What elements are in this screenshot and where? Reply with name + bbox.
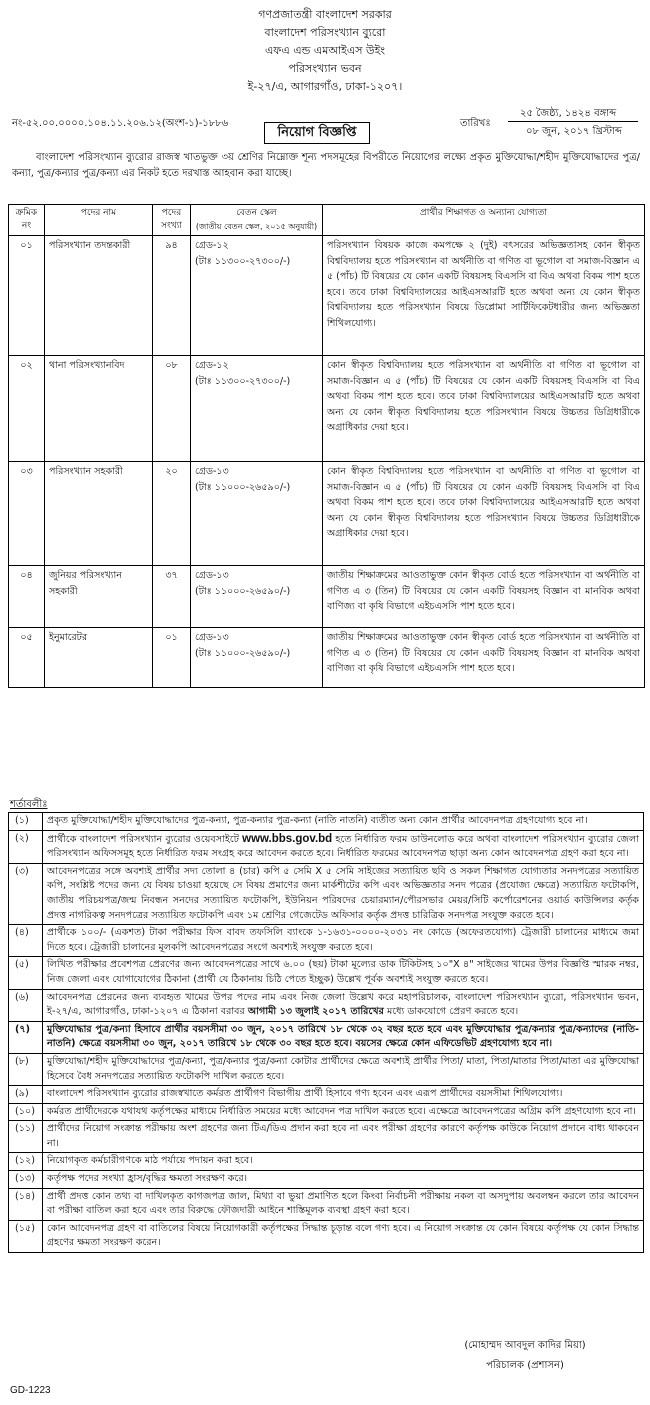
row-qualification: পরিসংখ্যান বিষয়ক কাজে কমপক্ষে ২ (দুই) বৎসরের অভিজ্ঞতাসহ কোন স্বীকৃত বিশ্ববিদ্যালয় হতে পরিসংখ্যান বা অর্থনীতি বা গণিত বা ভূগোল বা সমাজ-বিজ্ঞান এ ৫ (পাঁচ) টি বিষয়ের যে কোন একটি বিষয়সহ বিএসসি বা বিএ অথবা বিকম পাশ হতে হবে। তবে ঢাকা বিশ্ববিদ্যালয়ের আইএসআরটি হতে অথবা অন্য যে কোন স্বীকৃত বিশ্ববিদ্যালয় হতে পরিসংখ্যান বিষয়ে ডিপ্লোমা সার্টিফিকেটধারীর জন্য অভিজ্ঞতা শিথিলযোগ্য। (323, 236, 645, 356)
website-link[interactable]: www.bbs.gov.bd (242, 832, 333, 845)
condition-text-part: মধ্যে ডাকযোগে প্রেরণ করতে হবে। (386, 1006, 519, 1018)
condition-text-part: আবেদনপত্র প্রেরনের জন্য ব্যবহৃত খামের উপর পদের নাম এবং নিজ জেলা উল্লেখ করে মহাপরিচালক, বাংলাদেশ পরিসংখ্যান ব্যুরো, পরিসংখ্যান ভবন, ই-২৭/এ, আগারগাঁও, ঢাকা-১২০৭ এ ঠিকানা বরাবর (47, 991, 639, 1018)
condition-number: (১৩) (9, 1171, 43, 1189)
condition-number: (১০) (9, 1103, 43, 1121)
header-line-bureau: বাংলাদেশ পরিসংখ্যান ব্যুরো (264, 26, 386, 39)
row-grade: গ্রেড-১২ (195, 240, 229, 251)
condition-number: (১৫) (9, 1220, 43, 1252)
row-serial: ০৩ (9, 462, 45, 566)
condition-text: কর্তৃপক্ষ পদের সংখ্যা হ্রাস/বৃদ্ধির ক্ষমতা সংরক্ষণ করে। (43, 1171, 644, 1189)
row-scale (191, 462, 323, 566)
header-line-building: পরিসংখ্যান ভবন (288, 62, 362, 75)
row-grade: গ্রেড-১৩ (195, 466, 229, 477)
row-qualification: জাতীয় শিক্ষাক্রমের আওতাভুক্ত কোন স্বীকৃত বোর্ড হতে পরিসংখ্যান বা অর্থনীতি বা গণিত এ ৩ (তিন) টি বিষয়ের যে কোন একটি বিষয়সহ বিজ্ঞান বা মানবিক অথবা বাণিজ্য বা কৃষি বিভাগে এইচএসসি পাশ হতে হবে। (323, 628, 645, 688)
row-serial: ০৫ (9, 628, 45, 688)
condition-number: (৭) (9, 1021, 43, 1053)
row-post: জুনিয়র পরিসংখ্যান সহকারী (45, 566, 153, 628)
row-count: ০৮ (153, 356, 191, 462)
condition-row (9, 813, 644, 831)
condition-number: (২) (9, 830, 43, 863)
row-serial: ০২ (9, 356, 45, 462)
table-row (9, 628, 645, 688)
header-scale-label: বেতন স্কেল (236, 208, 277, 218)
memo-number: নং-৫২.০০.০০০০.১০৪.১১.২০৬.১২(অংশ-১)-১৮৮৬ (12, 118, 229, 129)
condition-text: প্রার্থীদের নিয়োগ সংক্রান্ত পরীক্ষায় অংশ গ্রহণের জন্য টিএ/ডিএ প্রদান করা হবে না এবং পরীক্ষা গ্রহণের কারণে কর্তৃপক্ষ কাউকে নিয়োগ প্রদানে বাধ্য থাকবেন না। (43, 1121, 644, 1153)
row-scale (191, 566, 323, 628)
table-row (9, 236, 645, 356)
document-code: GD-1223 (10, 1385, 51, 1396)
row-pay: (টাঃ ১১০০০-২৬৫৯০/-) (195, 647, 291, 659)
row-qualification: কোন স্বীকৃত বিশ্ববিদ্যালয় হতে পরিসংখ্যান বা অর্থনীতি বা গণিত বা ভূগোল বা সমাজ-বিজ্ঞান এ ৫ (পাঁচ) টি বিষয়ের যে কোন একটি বিষয়সহ বিএসসি বা বিএ অথবা বিকম পাশ হতে হবে। তবে ঢাকা বিশ্ববিদ্যালয়ের আইএসআরটি হতে অথবা অন্য যে কোন স্বীকৃত বিশ্ববিদ্যালয় হতে পরিসংখ্যান বিষয়ে উচ্চতর ডিগ্রিধারীকে অগ্রাধিকার দেয়া হবে। (323, 356, 645, 462)
row-serial: ০৪ (9, 566, 45, 628)
condition-row (9, 1086, 644, 1104)
vacancy-table (8, 204, 645, 688)
condition-row (9, 1021, 644, 1053)
row-grade: গ্রেড-১২ (195, 360, 229, 371)
condition-row (9, 957, 644, 989)
row-qualification: জাতীয় শিক্ষাক্রমের আওতাভুক্ত কোন স্বীকৃত বোর্ড হতে পরিসংখ্যান বা অর্থনীতি বা গণিত এ ৩ (তিন) টি বিষয়ের যে কোন একটি বিষয়সহ বিজ্ঞান বা মানবিক অথবা বাণিজ্য বা কৃষি বিভাগে এইচএসসি পাশ হতে হবে। (323, 566, 645, 628)
header-line-address: ই-২৭/এ, আগারগাঁও, ঢাকা-১২০৭। (247, 80, 403, 93)
row-count: ৩৭ (153, 566, 191, 628)
condition-row (9, 989, 644, 1021)
condition-row (9, 1188, 644, 1220)
condition-text: মুক্তিযোদ্ধার পুত্র/কন্যা হিসাবে প্রার্থীর বয়সসীমা ৩০ জুন, ২০১৭ তারিখে ১৮ থেকে ৩২ বছর হতে হবে এবং মুক্তিযোদ্ধার পুত্র/কন্যার পুত্র/কন্যাদের (নাতি-নাতনি) ক্ষেত্রে বয়সসীমা ৩০ জুন, ২০১৭ তারিখে ১৮ থেকে ৩০ বছর হতে হবে। বয়সের ক্ষেত্রে কোন এফিডেভিট গ্রহণযোগ্য হবে না। (43, 1021, 644, 1053)
header-serial: ক্রমিক নং (9, 205, 45, 236)
row-count: ২০ (153, 462, 191, 566)
condition-number: (৪) (9, 925, 43, 957)
condition-text: নিয়োগকৃত কর্মচারীগণকে মাঠ পর্যায়ে পদায়ন করা হবে। (43, 1153, 644, 1171)
table-row (9, 356, 645, 462)
row-post: পরিসংখ্যান তদন্তকারী (45, 236, 153, 356)
header-scale-note: (জাতীয় বেতন স্কেল, ২০১৫ অনুযায়ী) (195, 222, 318, 231)
date-bangla: ২৫ জৈষ্ঠ্য, ১৪২৪ বঙ্গাব্দ (520, 108, 617, 119)
conditions-title: শর্তাবলীঃ (10, 799, 48, 810)
condition-text: প্রার্থী প্রদত্ত কোন তথ্য বা দাখিলকৃত কাগজপত্র জাল, মিথ্যা বা ভুয়া প্রমাণিত হলে কিংবা নির্বাচনী পরীক্ষায় নকল বা অসদুপায় অবলম্বন করলে তার আবেদন বা পরীক্ষা বাতিল করা হবে এবং তার বিরুদ্ধে ফৌজদারী আইনে শাস্তিমূলক ব্যবস্থা গ্রহণ করা হবে। (43, 1188, 644, 1220)
condition-number: (৩) (9, 863, 43, 924)
date-divider (508, 121, 638, 122)
row-pay: (টাঃ ১১০০০-২৬৫৯০/-) (195, 585, 291, 597)
signatory-designation: পরিচালক (প্রশাসন) (486, 1360, 564, 1371)
condition-number: (১) (9, 813, 43, 831)
condition-row (9, 830, 644, 863)
date-label: তারিখঃ (460, 118, 491, 129)
condition-row (9, 863, 644, 924)
condition-number: (৬) (9, 989, 43, 1021)
header-scale (191, 205, 323, 236)
row-pay: (টাঃ ১১৩০০-২৭৩০০/-) (195, 375, 291, 387)
row-scale (191, 356, 323, 462)
condition-row (9, 925, 644, 957)
table-row (9, 462, 645, 566)
condition-text-part: প্রার্থীকে বাংলাদেশ পরিসংখ্যান ব্যুরোর ওয়েবসাইটে (47, 833, 239, 845)
condition-text: বাংলাদেশ পরিসংখ্যান ব্যুরোর রাজস্বখাতে কর্মরত প্রার্থীগণ বিভাগীয় প্রার্থী হিসাবে গণ্য হবেন এবং এরূপ প্রার্থীদের বয়সসীমা শিথিলযোগ্য। (43, 1086, 644, 1104)
row-pay: (টাঃ ১১৩০০-২৭৩০০/-) (195, 255, 291, 267)
condition-row (9, 1171, 644, 1189)
header-qualification: প্রার্থীর শিক্ষাগত ও অন্যান্য যোগ্যতা (323, 205, 645, 236)
row-post: থানা পরিসংখ্যানবিদ (45, 356, 153, 462)
condition-number: (৮) (9, 1053, 43, 1085)
condition-row (9, 1121, 644, 1153)
row-scale (191, 628, 323, 688)
row-scale (191, 236, 323, 356)
condition-row (9, 1220, 644, 1252)
condition-row (9, 1053, 644, 1085)
row-post: ইনুমারেটর (45, 628, 153, 688)
vacancy-table-header (9, 205, 645, 236)
conditions-table (8, 812, 644, 1253)
condition-text-part: হতে নির্ধারিত ফরম ডাউনলোড করে অথবা বাংলাদেশ পরিসংখ্যান ব্যুরোর জেলা পরিসংখ্যান অফিসসমূহ হতে নির্ধারিত ফরম সংগ্রহ করে আবেদন করতে হবে। নির্ধারিত ফরমের আবেদনপত্র ছাড়া অন্য কোন আবেদনপত্র গ্রহণ করা হবে না। (47, 833, 639, 860)
condition-text: প্রার্থীকে ১০০/- (একশত) টাকা পরীক্ষার ফিস বাবদ তফসিলি ব্যাংকে ১-১৬৩১-০০০০-২০৩১ নং কোডে (অফেরতযোগ্য) ট্রেজারী চালানের মাধ্যমে জমা দিতে হবে। ট্রেজারী চালানের মূলকপি আবেদনপত্রের সংগে অবশ্যই সংযুক্ত করতে হবে। (43, 925, 644, 957)
condition-row (9, 1153, 644, 1171)
notice-title: নিয়োগ বিজ্ঞপ্তি (264, 122, 370, 144)
condition-number: (১১) (9, 1121, 43, 1153)
row-qualification: কোন স্বীকৃত বিশ্ববিদ্যালয় হতে পরিসংখ্যান বা অর্থনীতি বা গণিত বা ভূগোল বা সমাজ-বিজ্ঞান এ ৫ (পাঁচ) টি বিষয়ের যে কোন একটি বিষয়সহ বিএসসি বা বিএ অথবা বিকম পাশ হতে হবে। তবে ঢাকা বিশ্ববিদ্যালয়ের আইএসআরটি হতে অথবা অন্য যে কোন স্বীকৃত বিশ্ববিদ্যালয় হতে পরিসংখ্যান বিষয়ে উচ্চতর ডিগ্রিধারীকে অগ্রাধিকার দেয়া হবে। (323, 462, 645, 566)
condition-number: (১২) (9, 1153, 43, 1171)
condition-text: মুক্তিযোদ্ধা/শহীদ মুক্তিযোদ্ধাদের পুত্র/কন্যা, পুত্র/কন্যার পুত্র/কন্যা কোটার প্রার্থীদের ক্ষেত্রে অবশ্যই প্রার্থীর পিতা/ মাতা, পিতা/মাতার পিতা/মাতা এর মুক্তিযোদ্ধা হিসেবে বৈধ সনদপত্রের সত্যায়িত ফটোকপি দাখিল করতে হবে। (43, 1053, 644, 1085)
signatory-name: (মোহাম্মদ আবদুল কাদির মিয়া) (464, 1340, 586, 1351)
table-row (9, 566, 645, 628)
memo-date (460, 106, 640, 142)
condition-text (43, 830, 644, 863)
condition-text: লিখিত পরীক্ষার প্রবেশপত্র প্রেরণের জন্য আবেদনপত্রের সাথে ৬.০০ (ছয়) টাকা মূল্যের ডাক টিকিটসহ ১০"X ৪" সাইজের খামের উপর বিজ্ঞপ্তি স্মারক নম্বর, নিজ জেলা এবং যোগাযোগের ঠিকানা (প্রার্থী যে ঠিকানায় চিঠি পেতে ইচ্ছুক) উল্লেখ পূর্বক অবশ্যই সংযুক্ত করতে হবে। (43, 957, 644, 989)
condition-number: (৫) (9, 957, 43, 989)
condition-text: কোন আবেদনপত্র গ্রহণ বা বাতিলের বিষয়ে নিয়োগকারী কর্তৃপক্ষের সিদ্ধান্ত চূড়ান্ত বলে গণ্য হবে। এ নিয়োগ সংক্রান্ত যে কোন বিষয়ে কর্তৃপক্ষ যে কোন সিদ্ধান্ত গ্রহণের ক্ষমতা সংরক্ষণ করেন। (43, 1220, 644, 1252)
condition-text (43, 989, 644, 1021)
header-line-wing: এফএ এন্ড এমআইএস উইং (264, 44, 386, 57)
date-english: ০৮ জুন, ২০১৭ খ্রিস্টাব্দ (526, 126, 622, 137)
row-count: ৯৪ (153, 236, 191, 356)
row-count: ০১ (153, 628, 191, 688)
row-grade: গ্রেড-১৩ (195, 632, 229, 643)
row-pay: (টাঃ ১১০০০-২৬৫৯০/-) (195, 481, 291, 493)
condition-row (9, 1103, 644, 1121)
condition-text: প্রকৃত মুক্তিযোদ্ধা/শহীদ মুক্তিযোদ্ধাদের পুত্র-কন্যা, পুত্র-কন্যার পুত্র-কন্যা (নাতি নাতনি) ব্যতীত অন্য কোন প্রার্থীর আবেদনপত্র গ্রহণযোগ্য হবে না। (43, 813, 644, 831)
row-grade: গ্রেড-১৩ (195, 570, 229, 581)
condition-number: (৯) (9, 1086, 43, 1104)
intro-paragraph: বাংলাদেশ পরিসংখ্যান ব্যুরোর রাজস্ব খাতভুক্ত ৩য় শ্রেণির নিম্নোক্ত শূন্য পদসমূহের বিপরীতে নিয়োগের লক্ষ্যে প্রকৃত মুক্তিযোদ্ধা/শহীদ মুক্তিযোদ্ধাদের পুত্র/কন্যা, পুত্র/কন্যার পুত্র/কন্যা এর নিকট হতে দরখাস্ত আহবান করা যাচ্ছে। (12, 152, 640, 179)
condition-text: কর্মরত প্রার্থীদেরকে যথাযথ কর্তৃপক্ষের মাধ্যমে নির্ধারিত সময়ের মধ্যে আবেদন পত্র দাখিল করতে হবে। এক্ষেত্রে আবেদনপত্রের অগ্রিম কপি গ্রহণযোগ্য হবে না। (43, 1103, 644, 1121)
header-line-government: গণপ্রজাতন্ত্রী বাংলাদেশ সরকার (258, 8, 392, 21)
header-count: পদের সংখ্যা (153, 205, 191, 236)
condition-text: আবেদনপত্রের সঙ্গে অবশ্যই প্রার্থীর সদ্য তোলা ৪ (চার) কপি ৫ সেমি X ৫ সেমি সাইজের সত্যায়িত ছবি ও সকল শিক্ষাগত যোগ্যতার সনদপত্রের সত্যায়িত কপি, সংশ্লিষ্ট পদের জন্য যে বিষয় চাওয়া হয়েছে সে বিষয় প্রমাণের জন্য মার্কশীটের কপি এবং অভিজ্ঞতার সনদ পত্রের (প্রযোজ্য ক্ষেত্রে) সত্যায়িত ফটোকপি, জাতীয় পরিচয়পত্র/জন্ম নিবন্ধন সনদের সত্যায়িত ফটোকপি, ইউনিয়ন পরিষদের চেয়ারম্যান/পৌরসভার মেয়র/সিটি কর্পোরেশনের ওয়ার্ড কাউন্সিলর কর্তৃক প্রদত্ত নাগরিকত্ব সনদপত্রের সত্যায়িত ফটোকপি এবং ১ম শ্রেণির গেজেটেড অফিসার কর্তৃক প্রদত্ত চারিত্রিক সনদপত্র সংযুক্ত করতে হবে। (43, 863, 644, 924)
row-serial: ০১ (9, 236, 45, 356)
deadline-date: আগামী ১৩ জুলাই ২০১৭ তারিখের (247, 1006, 384, 1018)
row-post: পরিসংখ্যান সহকারী (45, 462, 153, 566)
condition-number: (১৪) (9, 1188, 43, 1220)
header-post: পদের নাম (45, 205, 153, 236)
